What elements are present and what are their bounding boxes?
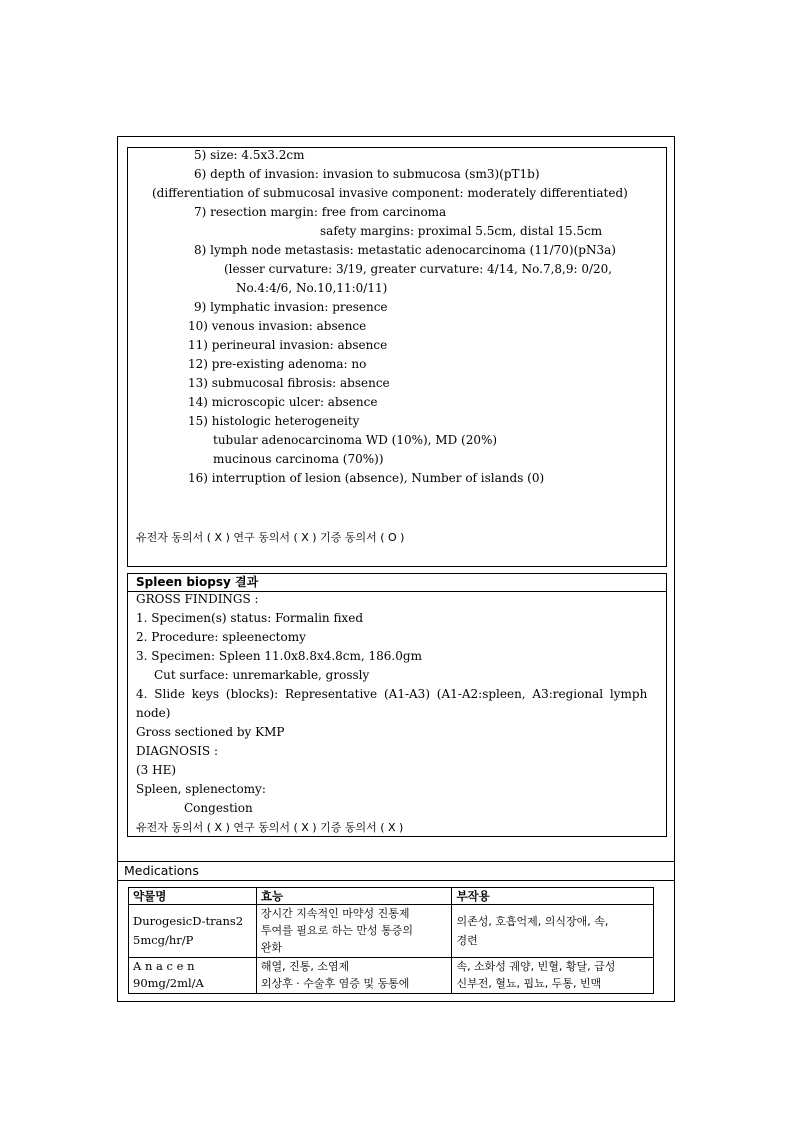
side-effect-cell (452, 958, 654, 994)
drug-name-cell (129, 958, 257, 994)
procedure: 2. Procedure: spleenectomy (136, 630, 306, 644)
spleen-consent-line: 유전자 동의서 ( X ) 연구 동의서 ( X ) 기증 동의서 ( X ) (136, 821, 404, 834)
effect-line: 투여를 필요로 하는 만성 통증의 (260, 924, 413, 937)
spleen-biopsy-title: Spleen biopsy 결과 (136, 575, 259, 589)
effect-cell (256, 905, 452, 958)
side-effect-line: 속, 소화성 궤양, 빈혈, 황달, 급성 (456, 960, 616, 973)
drug-name-line: 5mcg/hr/P (133, 933, 194, 947)
diagnosis-result: Congestion (184, 801, 253, 815)
gross-findings-heading: GROSS FINDINGS : (136, 592, 259, 606)
effect-line: 장시간 지속적인 마약성 진통제 (260, 907, 410, 920)
item-lymph-detail-1: (lesser curvature: 3/19, greater curvature: 4/14, No.7,8,9: 0/20, (224, 262, 613, 276)
item-differentiation: (differentiation of submucosal invasive component: moderately differentiated) (152, 186, 628, 200)
drug-name-line: 90mg/2ml/A (133, 976, 204, 990)
item-lymph-detail-2: No.4:4/6, No.10,11:0/11) (236, 281, 388, 295)
item-size: 5) size: 4.5x3.2cm (194, 148, 305, 162)
specimen: 3. Specimen: Spleen 11.0x8.8x4.8cm, 186.0gm (136, 649, 422, 663)
item-depth: 6) depth of invasion: invasion to submucosa (sm3)(pT1b) (194, 167, 540, 181)
consent-line: 유전자 동의서 ( X ) 연구 동의서 ( X ) 기증 동의서 ( O ) (136, 531, 405, 544)
slide-keys-cont: node) (136, 706, 171, 720)
header-side-effect: 부작용 (452, 888, 654, 905)
header-effect: 효능 (256, 888, 452, 905)
item-interruption: 16) interruption of lesion (absence), Number of islands (0) (188, 471, 545, 485)
side-effect-line: 신부전, 혈뇨, 핍뇨, 두통, 빈맥 (456, 977, 602, 990)
he-count: (3 HE) (136, 763, 177, 777)
diagnosis-site: Spleen, splenectomy: (136, 782, 266, 796)
item-resection-margin: 7) resection margin: free from carcinoma (194, 205, 447, 219)
table-row (129, 958, 654, 994)
effect-line: 해열, 진통, 소염제 (260, 960, 350, 973)
item-heterogeneity: 15) histologic heterogeneity (188, 414, 360, 428)
table-header-row (129, 888, 654, 905)
item-heterogeneity-tubular: tubular adenocarcinoma WD (10%), MD (20%) (213, 433, 498, 447)
table-row (129, 905, 654, 958)
side-effect-line: 의존성, 호흡억제, 의식장애, 속, (456, 915, 609, 928)
effect-cell (256, 958, 452, 994)
diagnosis-heading: DIAGNOSIS : (136, 744, 218, 758)
item-lymph-node: 8) lymph node metastasis: metastatic adenocarcinoma (11/70)(pN3a) (194, 243, 616, 257)
effect-line: 외상후 · 수술후 염증 및 동통에 (260, 977, 410, 990)
effect-line: 완화 (260, 941, 283, 954)
spleen-biopsy-box (127, 573, 667, 837)
item-lymphatic: 9) lymphatic invasion: presence (194, 300, 388, 314)
item-heterogeneity-mucinous: mucinous carcinoma (70%)) (213, 452, 384, 466)
item-fibrosis: 13) submucosal fibrosis: absence (188, 376, 390, 390)
item-perineural: 11) perineural invasion: absence (188, 338, 388, 352)
specimen-status: 1. Specimen(s) status: Formalin fixed (136, 611, 364, 625)
medications-table (128, 887, 654, 994)
cut-surface: Cut surface: unremarkable, grossly (154, 668, 370, 682)
item-safety-margins: safety margins: proximal 5.5cm, distal 15.5cm (320, 224, 603, 238)
drug-name-line: DurogesicD-trans2 (133, 914, 244, 928)
item-venous: 10) venous invasion: absence (188, 319, 367, 333)
page-frame (117, 136, 675, 1002)
slide-keys: 4. Slide keys (blocks): Representative (A1-A3) (A1-A2:spleen, A3:regional lymph (136, 687, 648, 701)
side-effect-cell (452, 905, 654, 958)
pathology-report-box (127, 147, 667, 567)
gross-sectioned: Gross sectioned by KMP (136, 725, 285, 739)
item-ulcer: 14) microscopic ulcer: absence (188, 395, 378, 409)
header-drug-name: 약물명 (129, 888, 257, 905)
item-adenoma: 12) pre-existing adenoma: no (188, 357, 367, 371)
drug-name-line: A n a c e n (133, 959, 195, 973)
side-effect-line: 경련 (456, 934, 478, 947)
medications-label: Medications (124, 863, 199, 878)
drug-name-cell (129, 905, 257, 958)
